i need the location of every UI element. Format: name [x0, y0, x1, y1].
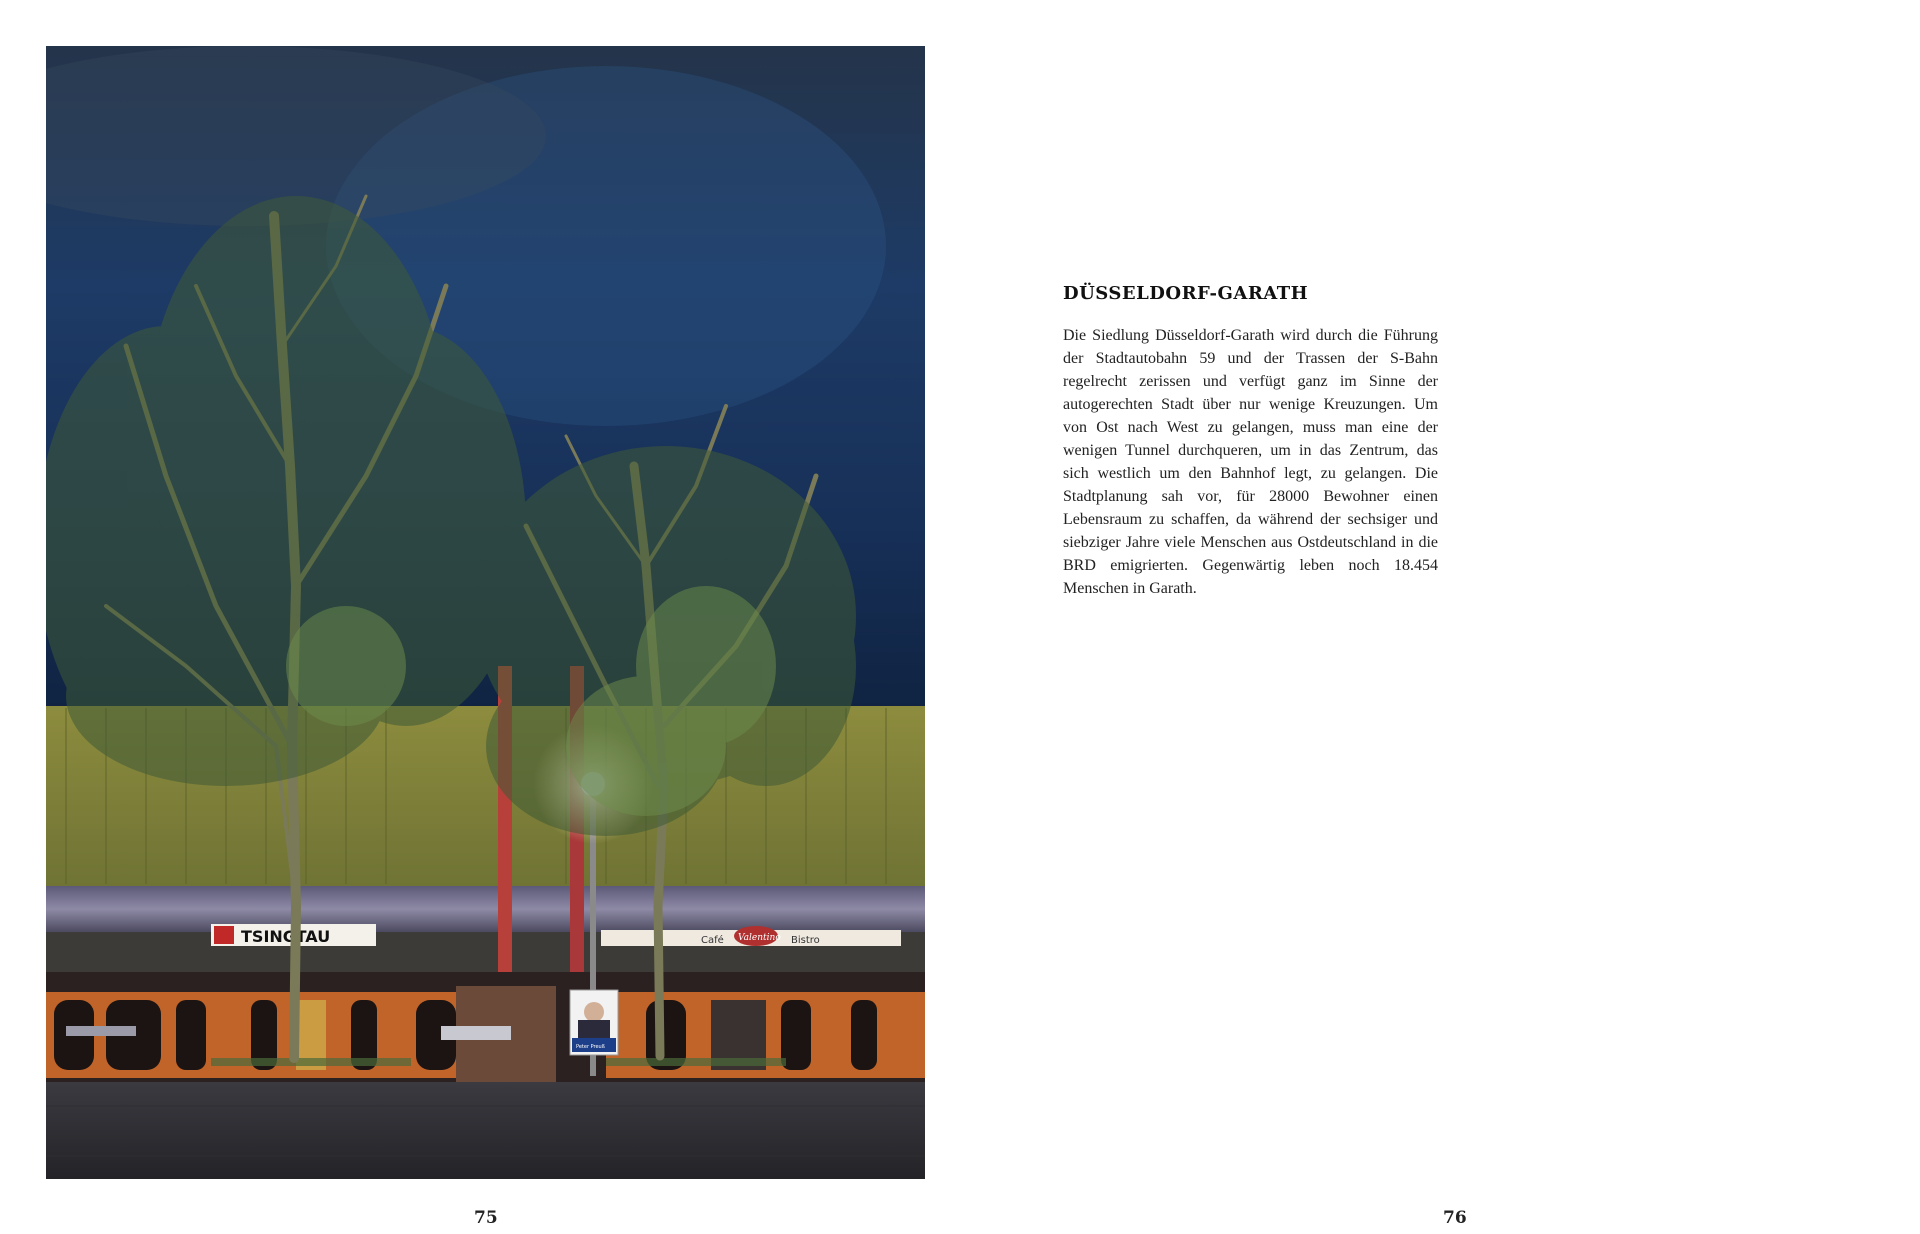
page-number-right: 76	[1443, 1208, 1467, 1228]
page-number-left: 75	[474, 1208, 498, 1228]
article	[1063, 283, 1438, 600]
shop-sign-left: TSINGTAU	[241, 927, 331, 946]
shop-sign-bistro: Bistro	[791, 935, 820, 946]
article-title: DÜSSELDORF-GARATH	[1063, 283, 1309, 304]
poster-name: Peter Preuß	[576, 1044, 605, 1050]
shop-sign-cafe: Café	[701, 935, 724, 946]
shop-sign-valentino: Valentino	[738, 933, 781, 943]
article-body: Die Siedlung Düsseldorf-Garath wird durch die Führung der Stadtautobahn 59 und der Trassen der S-Bahn regelrecht zerissen und verfügt ganz im Sinne der autogerechten Stadt über nur wenige Kreuzungen. Um von Ost nach West zu gelangen, muss man eine der wenigen Tunnel durchqueren, um in das Zentrum, das sich westlich um den Bahnhof legt, zu gelangen. Die Stadtplanung sah vor, für 28000 Bewohner einen Lebensraum zu schaffen, da während der sechsiger und siebziger Jahre viele Menschen aus Ostdeutschland in die BRD emigrierten. Gegenwärtig leben noch 18.454 Menschen in Garath.	[1063, 327, 1438, 597]
photograph-shopping-center-at-night	[46, 46, 925, 1179]
